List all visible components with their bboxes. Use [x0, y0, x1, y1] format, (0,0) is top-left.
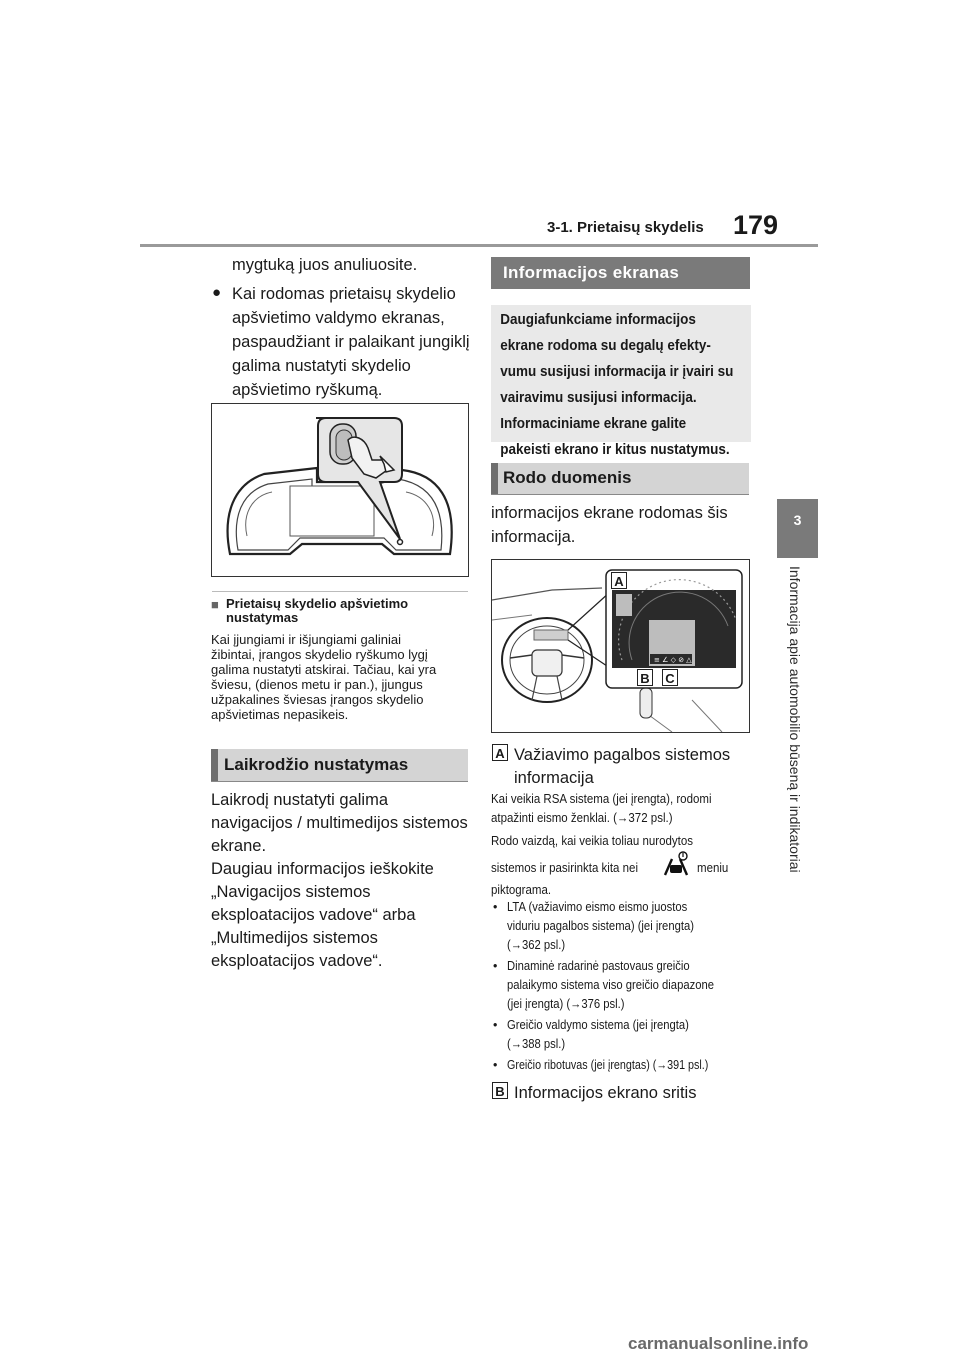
- cluster-figure: [211, 403, 469, 577]
- page-number: 179: [733, 210, 779, 240]
- label-a: A: [611, 572, 627, 589]
- subsection-marker: ■: [211, 597, 219, 612]
- item-b-text: Informacijos ekrano sritis: [514, 1084, 697, 1102]
- more-info-text: Daugiau informacijos ieškokite „Navigacijos sistemos eksploatacijos vadove“ arba „Multimedijos sistemos eksploatacijos vadove“.: [211, 860, 434, 970]
- chapter-label: Informacija apie automobilio būseną ir indikatoriai: [787, 566, 803, 873]
- item-a-description: Kai veikia RSA sistema (jei įrengta), rodomi atpažinti eismo ženklai. (→372 psl.) Rodo vaizdą, kai veikia toliau nurodytos sistemos ir pasirinkta kita nei meniu piktograma.: [491, 792, 729, 897]
- info-line: vairavimu susijusi informacija.: [500, 390, 697, 406]
- label-c: C: [662, 669, 678, 686]
- systems-list: [493, 898, 755, 1075]
- info-line: pakeisti ekrano ir kitus nustatymus.: [500, 442, 730, 458]
- clock-section-rule: [211, 781, 468, 782]
- header-rule: [140, 244, 818, 247]
- item-a-text: Važiavimo pagalbos sistemos informacija: [514, 746, 731, 787]
- info-summary-box: [491, 305, 751, 458]
- section-title: 3-1. Prietaisų skydelis: [547, 219, 704, 236]
- watermark-link[interactable]: carmanualsonline.info: [628, 1334, 809, 1353]
- subsection-text: Kai įjungiami ir išjungiami galiniai žibintai, įrangos skydelio ryškumo lygį galima nustatyti atskirai. Tačiau, kai yra šviesu, (dienos metu ir pan.), įjungus užpakalines šviesas įrangos skydelio apšvietimas nepasikeis.: [211, 632, 437, 722]
- clock-section-title: Laikrodžio nustatymas: [224, 755, 409, 774]
- data-section-bar: [491, 463, 498, 495]
- clock-text: Laikrodį nustatyti galima navigacijos / multimedijos sistemos ekrane.: [211, 791, 468, 855]
- chapter-tab[interactable]: 3: [777, 499, 818, 558]
- item-b-marker: B: [492, 1082, 508, 1099]
- subsection-heading: Prietaisų skydelio apšvietimo nustatymas: [226, 596, 409, 625]
- info-line: Informaciniame ekrane galite: [500, 416, 687, 432]
- list-item: • Greičio ribotuvas (jei įrengtas) (→391 psl.): [493, 1058, 709, 1072]
- subsection-rule: [212, 591, 468, 592]
- cockpit-figure: [491, 559, 750, 733]
- data-intro: informacijos ekrane rodomas šis informacija.: [491, 504, 728, 546]
- list-item: • LTA (važiavimo eismo eismo juostos viduriu pagalbos sistema) (jei įrengta) (→362 psl.): [493, 900, 694, 952]
- paragraph-continuation: mygtuką juos anuliuosite.: [232, 256, 418, 274]
- cluster-illustration: [212, 404, 468, 576]
- info-line: ekrane rodoma su degalų efekty-: [500, 338, 711, 354]
- lane-assist-icon: [661, 851, 691, 877]
- info-line: vumu susijusi informacija ir įvairi su: [500, 364, 734, 380]
- list-item: • Greičio valdymo sistema (jei įrengta) (→388 psl.): [493, 1018, 689, 1051]
- list-item: • Dinaminė radarinė pastovaus greičio palaikymo sistema viso greičio diapazone (jei įrengta) (→376 psl.): [493, 959, 714, 1011]
- clock-section-bar: [211, 749, 218, 781]
- bullet-text: Kai rodomas prietaisų skydelio apšvietimo valdymo ekranas, paspaudžiant ir palaikant jungiklį galima nustatyti skydelio apšvietimo ryškumą.: [232, 285, 470, 399]
- info-line: Daugiafunkciame informacijos: [500, 312, 696, 328]
- data-section-title: Rodo duomenis: [503, 468, 632, 487]
- bullet-mark: ●: [212, 284, 222, 301]
- info-section-title: Informacijos ekranas: [503, 263, 680, 282]
- item-a-marker: A: [492, 744, 508, 761]
- svg-text:≡ ∠ ◇ ⊘ △: ≡ ∠ ◇ ⊘ △: [654, 656, 692, 664]
- data-section-rule: [491, 494, 749, 495]
- label-b: B: [637, 669, 653, 686]
